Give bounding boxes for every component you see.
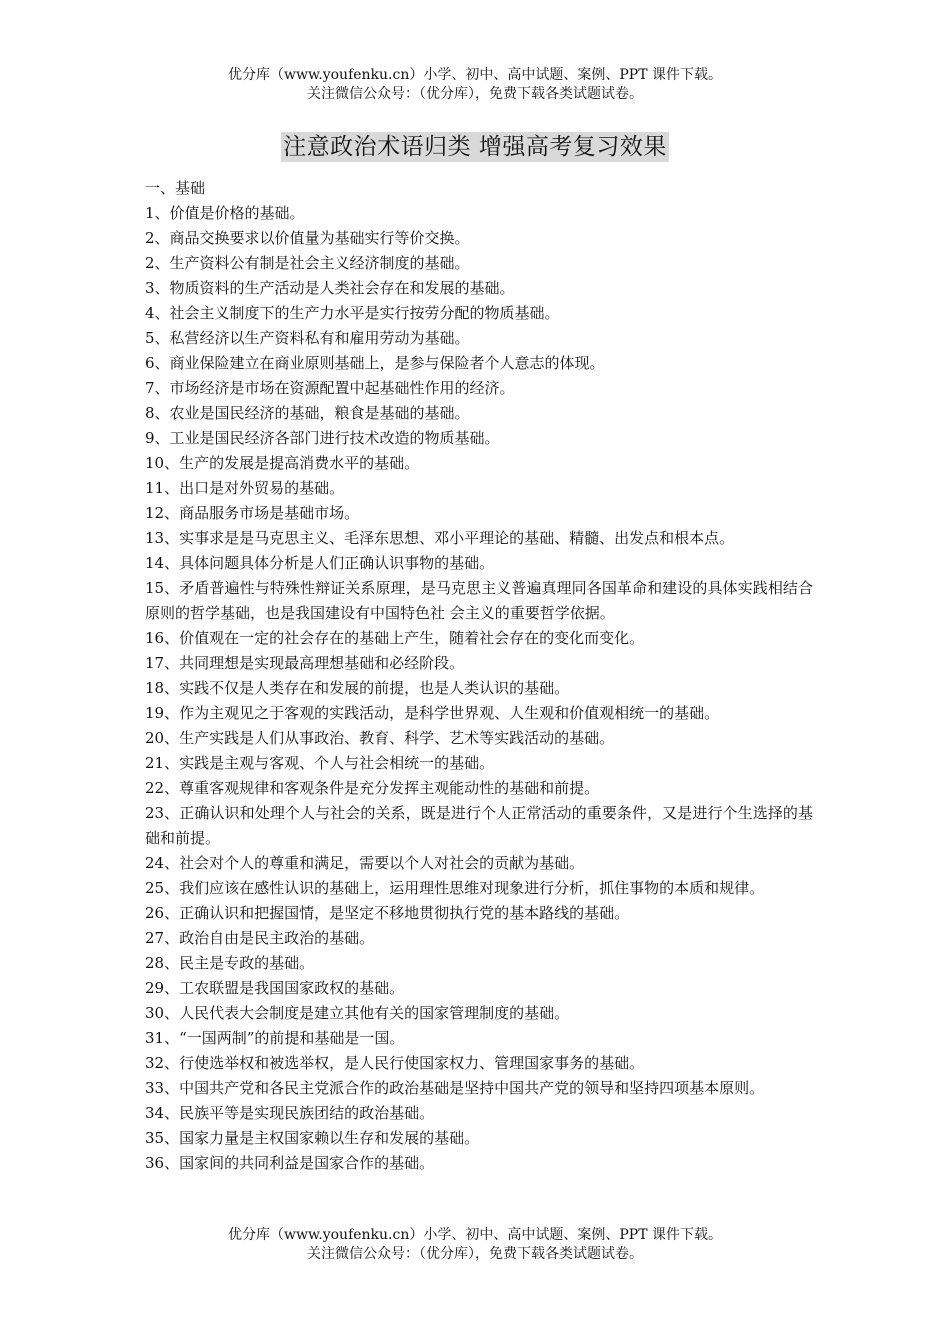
document-title: 注意政治术语归类 增强高考复习效果 (283, 134, 667, 160)
list-item: 10、生产的发展是提高消费水平的基础。 (145, 454, 420, 472)
list-item: 27、政治自由是民主政治的基础。 (145, 929, 375, 947)
list-item: 2、生产资料公有制是社会主义经济制度的基础。 (145, 254, 470, 272)
list-item: 14、具体问题具体分析是人们正确认识事物的基础。 (145, 554, 495, 572)
list-item: 31、“一国两制”的前提和基础是一国。 (145, 1029, 405, 1047)
list-item: 24、社会对个人的尊重和满足，需要以个人对社会的贡献为基础。 (145, 854, 585, 872)
document-body (145, 176, 813, 1176)
list-item: 5、私营经济以生产资料私有和雇用劳动为基础。 (145, 329, 470, 347)
list-item: 34、民族平等是实现民族团结的政治基础。 (145, 1104, 435, 1122)
list-item: 36、国家间的共同利益是国家合作的基础。 (145, 1154, 435, 1172)
list-item: 21、实践是主观与客观、个人与社会相统一的基础。 (145, 754, 495, 772)
list-item: 29、工农联盟是我国国家政权的基础。 (145, 979, 405, 997)
list-item: 30、人民代表大会制度是建立其他有关的国家管理制度的基础。 (145, 1004, 570, 1022)
list-item: 6、商业保险建立在商业原则基础上，是参与保险者个人意志的体现。 (145, 354, 605, 372)
page-footer (0, 1226, 950, 1264)
list-item: 26、正确认识和把握国情，是坚定不移地贯彻执行党的基本路线的基础。 (145, 904, 630, 922)
list-item: 12、商品服务市场是基础市场。 (145, 504, 360, 522)
list-item: 25、我们应该在感性认识的基础上，运用理性思维对现象进行分析，抓住事物的本质和规律。 (145, 879, 765, 897)
list-item: 2、商品交换要求以价值量为基础实行等价交换。 (145, 229, 470, 247)
footer-line-1: 优分库（www.youfenku.cn）小学、初中、高中试题、案例、PPT 课件下载。 (227, 1227, 722, 1243)
list-item: 15、矛盾普遍性与特殊性辩证关系原理，是马克思主义普遍真理同各国革命和建设的具体实践相结合原则的哲学基础，也是我国建设有中国特色社 会主义的重要哲学依据。 (145, 579, 813, 622)
footer-line-2: 关注微信公众号：（优分库），免费下载各类试题试卷。 (307, 1246, 643, 1262)
title-wrap (0, 132, 950, 162)
list-item: 18、实践不仅是人类存在和发展的前提，也是人类认识的基础。 (145, 679, 570, 697)
list-item: 11、出口是对外贸易的基础。 (145, 479, 345, 497)
list-item: 33、中国共产党和各民主党派合作的政治基础是坚持中国共产党的领导和坚持四项基本原则。 (145, 1079, 765, 1097)
list-item: 3、物质资料的生产活动是人类社会存在和发展的基础。 (145, 279, 515, 297)
list-item: 8、农业是国民经济的基础，粮食是基础的基础。 (145, 404, 470, 422)
list-item: 4、社会主义制度下的生产力水平是实行按劳分配的物质基础。 (145, 304, 560, 322)
list-item: 32、行使选举权和被选举权，是人民行使国家权力、管理国家事务的基础。 (145, 1054, 645, 1072)
header-line-2: 关注微信公众号：（优分库），免费下载各类试题试卷。 (307, 86, 643, 102)
list-item: 17、共同理想是实现最高理想基础和必经阶段。 (145, 654, 465, 672)
list-item: 1、价值是价格的基础。 (145, 204, 305, 222)
list-item: 28、民主是专政的基础。 (145, 954, 315, 972)
section-heading: 一、基础 (145, 179, 206, 197)
list-item: 13、实事求是是马克思主义、毛泽东思想、邓小平理论的基础、精髓、出发点和根本点。 (145, 529, 735, 547)
list-item: 20、生产实践是人们从事政治、教育、科学、艺术等实践活动的基础。 (145, 729, 615, 747)
list-item: 35、国家力量是主权国家赖以生存和发展的基础。 (145, 1129, 480, 1147)
list-item: 19、作为主观见之于客观的实践活动，是科学世界观、人生观和价值观相统一的基础。 (145, 704, 720, 722)
header-line-1: 优分库（www.youfenku.cn）小学、初中、高中试题、案例、PPT 课件下载。 (227, 67, 722, 83)
page-header (0, 66, 950, 104)
list-item: 9、工业是国民经济各部门进行技术改造的物质基础。 (145, 429, 500, 447)
list-item: 16、价值观在一定的社会存在的基础上产生，随着社会存在的变化而变化。 (145, 629, 645, 647)
list-item: 7、市场经济是市场在资源配置中起基础性作用的经济。 (145, 379, 515, 397)
list-item: 23、正确认识和处理个人与社会的关系，既是进行个人正常活动的重要条件，又是进行个生选择的基础和前提。 (145, 804, 813, 847)
list-item: 22、尊重客观规律和客观条件是充分发挥主观能动性的基础和前提。 (145, 779, 600, 797)
